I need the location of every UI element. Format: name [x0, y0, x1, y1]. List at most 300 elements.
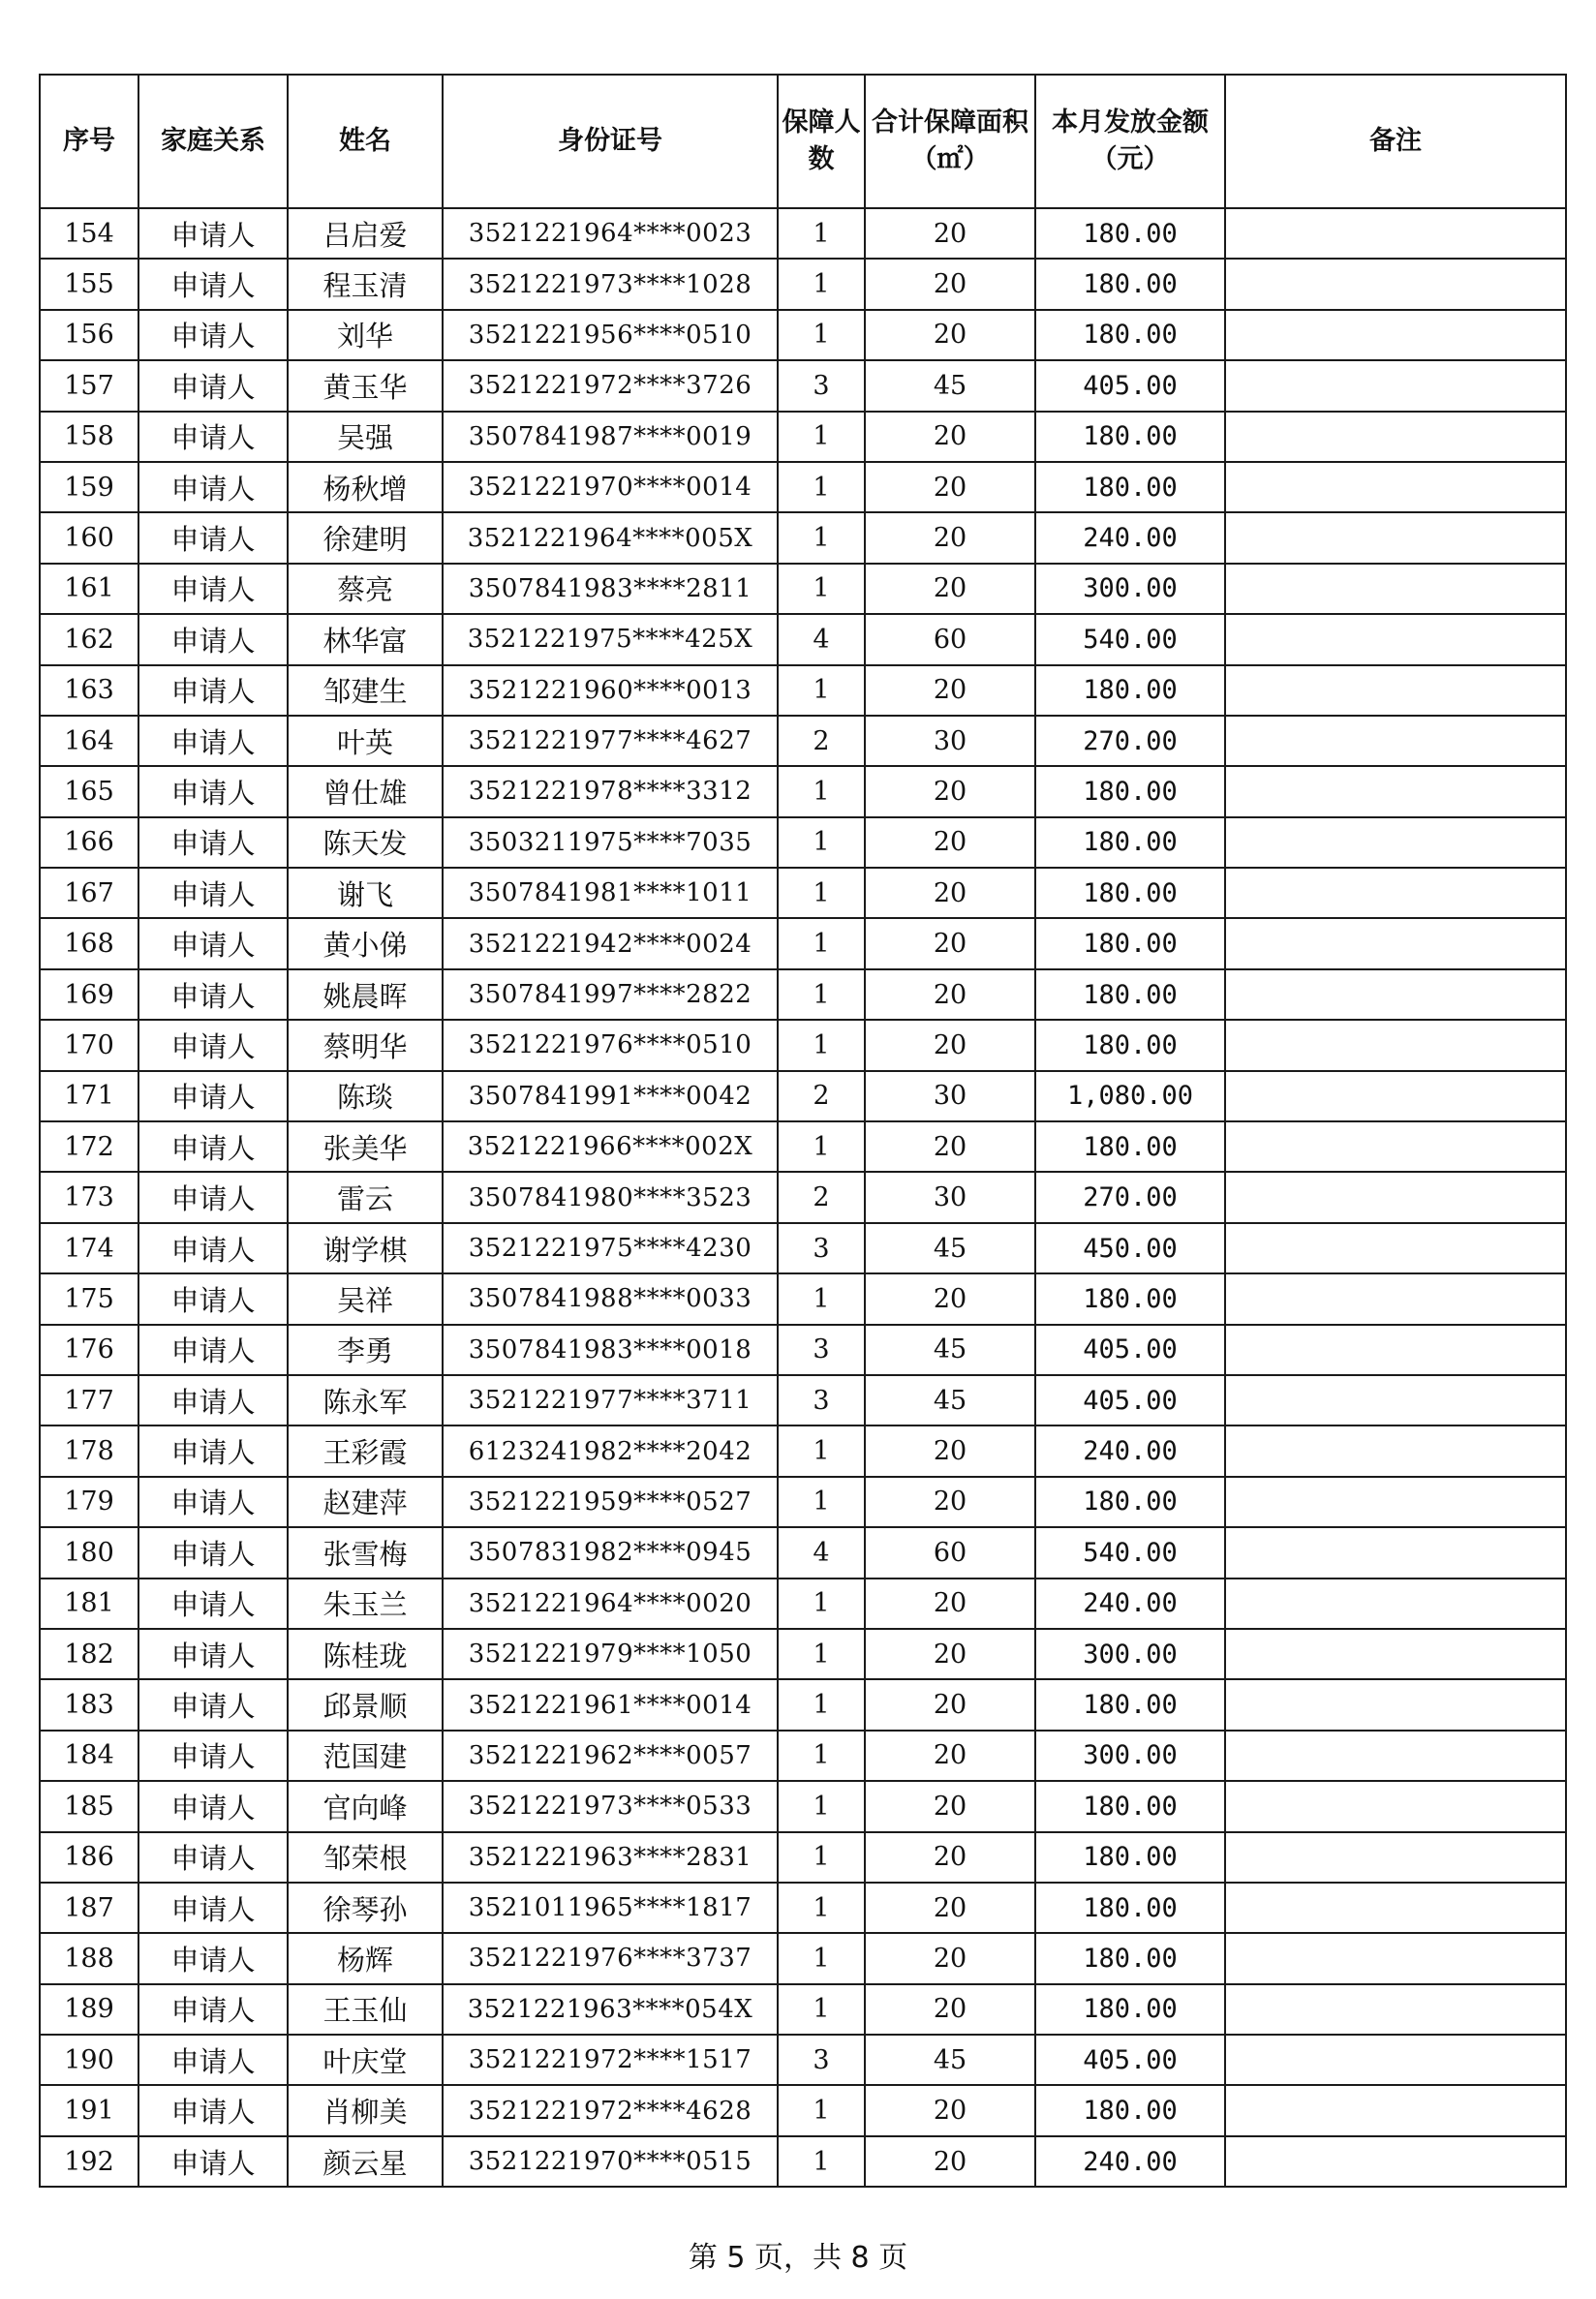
header-id-number: 身份证号 — [443, 75, 778, 208]
cell-name: 杨秋增 — [288, 462, 443, 512]
cell-amount: 180.00 — [1035, 918, 1225, 968]
table-row — [40, 1425, 1566, 1476]
cell-seq: 168 — [40, 918, 138, 968]
cell-remark — [1225, 1731, 1566, 1781]
table-row — [40, 1527, 1566, 1578]
cell-area: 20 — [865, 564, 1035, 614]
table-row — [40, 1629, 1566, 1679]
cell-persons: 1 — [778, 2136, 865, 2187]
cell-seq: 173 — [40, 1172, 138, 1222]
cell-amount: 300.00 — [1035, 564, 1225, 614]
cell-seq: 167 — [40, 868, 138, 918]
table-row — [40, 2035, 1566, 2085]
cell-remark — [1225, 1071, 1566, 1121]
cell-seq: 182 — [40, 1629, 138, 1679]
cell-remark — [1225, 2136, 1566, 2187]
cell-relation: 申请人 — [138, 259, 288, 309]
cell-amount: 240.00 — [1035, 2136, 1225, 2187]
cell-name: 张雪梅 — [288, 1527, 443, 1578]
cell-name: 林华富 — [288, 614, 443, 664]
subsidy-roster-table-container — [39, 74, 1565, 2188]
cell-id-number: 3507841983****0018 — [443, 1325, 778, 1375]
cell-seq: 156 — [40, 310, 138, 360]
cell-name: 范国建 — [288, 1731, 443, 1781]
cell-relation: 申请人 — [138, 614, 288, 664]
cell-remark — [1225, 969, 1566, 1020]
cell-persons: 1 — [778, 1121, 865, 1172]
cell-id-number: 3521221964****0023 — [443, 208, 778, 259]
cell-name: 朱玉兰 — [288, 1579, 443, 1629]
cell-remark — [1225, 1984, 1566, 2035]
cell-relation: 申请人 — [138, 1679, 288, 1730]
cell-amount: 180.00 — [1035, 1832, 1225, 1883]
cell-amount: 405.00 — [1035, 1375, 1225, 1425]
cell-name: 谢飞 — [288, 868, 443, 918]
cell-name: 肖柳美 — [288, 2085, 443, 2135]
cell-id-number: 3521221963****054X — [443, 1984, 778, 2035]
cell-remark — [1225, 1933, 1566, 1983]
table-row — [40, 1071, 1566, 1121]
cell-name: 叶庆堂 — [288, 2035, 443, 2085]
cell-persons: 1 — [778, 512, 865, 563]
cell-relation: 申请人 — [138, 1375, 288, 1425]
cell-seq: 172 — [40, 1121, 138, 1172]
cell-id-number: 3521221976****0510 — [443, 1020, 778, 1070]
cell-id-number: 3507841980****3523 — [443, 1172, 778, 1222]
cell-amount: 180.00 — [1035, 1477, 1225, 1527]
cell-relation: 申请人 — [138, 868, 288, 918]
cell-remark — [1225, 564, 1566, 614]
cell-area: 45 — [865, 1375, 1035, 1425]
cell-area: 20 — [865, 1883, 1035, 1933]
cell-id-number: 3521221976****3737 — [443, 1933, 778, 1983]
cell-remark — [1225, 1629, 1566, 1679]
cell-name: 陈琰 — [288, 1071, 443, 1121]
cell-seq: 164 — [40, 716, 138, 766]
cell-persons: 1 — [778, 2085, 865, 2135]
cell-area: 20 — [865, 1273, 1035, 1324]
cell-persons: 3 — [778, 360, 865, 411]
cell-id-number: 3507841981****1011 — [443, 868, 778, 918]
table-row — [40, 614, 1566, 664]
cell-seq: 183 — [40, 1679, 138, 1730]
cell-name: 陈桂珑 — [288, 1629, 443, 1679]
cell-persons: 1 — [778, 1679, 865, 1730]
cell-remark — [1225, 665, 1566, 716]
cell-area: 45 — [865, 360, 1035, 411]
cell-persons: 1 — [778, 1883, 865, 1933]
cell-id-number: 3521011965****1817 — [443, 1883, 778, 1933]
cell-persons: 3 — [778, 2035, 865, 2085]
cell-area: 20 — [865, 208, 1035, 259]
cell-seq: 165 — [40, 766, 138, 816]
cell-name: 官向峰 — [288, 1781, 443, 1831]
table-row — [40, 1375, 1566, 1425]
table-row — [40, 817, 1566, 868]
cell-relation: 申请人 — [138, 1223, 288, 1273]
cell-persons: 3 — [778, 1223, 865, 1273]
cell-remark — [1225, 1325, 1566, 1375]
cell-seq: 189 — [40, 1984, 138, 2035]
cell-seq: 192 — [40, 2136, 138, 2187]
cell-name: 蔡明华 — [288, 1020, 443, 1070]
cell-seq: 177 — [40, 1375, 138, 1425]
cell-name: 杨辉 — [288, 1933, 443, 1983]
cell-area: 20 — [865, 310, 1035, 360]
cell-name: 陈永军 — [288, 1375, 443, 1425]
cell-relation: 申请人 — [138, 1477, 288, 1527]
cell-persons: 1 — [778, 1984, 865, 2035]
header-seq: 序号 — [40, 75, 138, 208]
cell-amount: 180.00 — [1035, 766, 1225, 816]
cell-id-number: 3521221975****4230 — [443, 1223, 778, 1273]
cell-amount: 180.00 — [1035, 1933, 1225, 1983]
cell-amount: 180.00 — [1035, 208, 1225, 259]
cell-persons: 1 — [778, 918, 865, 968]
cell-persons: 1 — [778, 564, 865, 614]
cell-amount: 180.00 — [1035, 969, 1225, 1020]
cell-relation: 申请人 — [138, 1325, 288, 1375]
cell-name: 曾仕雄 — [288, 766, 443, 816]
cell-relation: 申请人 — [138, 1781, 288, 1831]
cell-area: 20 — [865, 512, 1035, 563]
cell-relation: 申请人 — [138, 1273, 288, 1324]
table-row — [40, 462, 1566, 512]
cell-id-number: 3507841991****0042 — [443, 1071, 778, 1121]
cell-amount: 270.00 — [1035, 716, 1225, 766]
cell-name: 程玉清 — [288, 259, 443, 309]
cell-remark — [1225, 817, 1566, 868]
cell-relation: 申请人 — [138, 1984, 288, 2035]
cell-id-number: 3507841988****0033 — [443, 1273, 778, 1324]
cell-seq: 162 — [40, 614, 138, 664]
cell-name: 赵建萍 — [288, 1477, 443, 1527]
cell-amount: 270.00 — [1035, 1172, 1225, 1222]
cell-seq: 157 — [40, 360, 138, 411]
cell-seq: 175 — [40, 1273, 138, 1324]
cell-remark — [1225, 614, 1566, 664]
cell-area: 20 — [865, 2085, 1035, 2135]
cell-remark — [1225, 1425, 1566, 1476]
cell-remark — [1225, 1781, 1566, 1831]
cell-area: 20 — [865, 918, 1035, 968]
cell-id-number: 3521221956****0510 — [443, 310, 778, 360]
cell-amount: 300.00 — [1035, 1629, 1225, 1679]
cell-amount: 240.00 — [1035, 1579, 1225, 1629]
cell-seq: 176 — [40, 1325, 138, 1375]
cell-name: 李勇 — [288, 1325, 443, 1375]
cell-remark — [1225, 1273, 1566, 1324]
cell-area: 20 — [865, 462, 1035, 512]
cell-amount: 540.00 — [1035, 1527, 1225, 1578]
cell-name: 陈天发 — [288, 817, 443, 868]
cell-relation: 申请人 — [138, 1071, 288, 1121]
cell-persons: 1 — [778, 1477, 865, 1527]
page-number-footer: 第 5 页，共 8 页 — [688, 2241, 908, 2275]
cell-id-number: 3521221942****0024 — [443, 918, 778, 968]
cell-name: 王玉仙 — [288, 1984, 443, 2035]
cell-relation: 申请人 — [138, 1731, 288, 1781]
table-row — [40, 969, 1566, 1020]
cell-amount: 180.00 — [1035, 412, 1225, 462]
cell-name: 黄玉华 — [288, 360, 443, 411]
cell-name: 王彩霞 — [288, 1425, 443, 1476]
cell-remark — [1225, 1679, 1566, 1730]
cell-name: 谢学棋 — [288, 1223, 443, 1273]
cell-name: 吴强 — [288, 412, 443, 462]
table-row — [40, 1273, 1566, 1324]
cell-persons: 1 — [778, 208, 865, 259]
cell-persons: 1 — [778, 1020, 865, 1070]
cell-id-number: 3521221972****1517 — [443, 2035, 778, 2085]
table-row — [40, 208, 1566, 259]
cell-seq: 160 — [40, 512, 138, 563]
cell-id-number: 3521221964****005X — [443, 512, 778, 563]
table-row — [40, 1832, 1566, 1883]
cell-remark — [1225, 360, 1566, 411]
table-row — [40, 1781, 1566, 1831]
cell-amount: 240.00 — [1035, 1425, 1225, 1476]
cell-area: 20 — [865, 1731, 1035, 1781]
table-row — [40, 1172, 1566, 1222]
cell-id-number: 3521221966****002X — [443, 1121, 778, 1172]
cell-area: 20 — [865, 817, 1035, 868]
cell-persons: 1 — [778, 665, 865, 716]
subsidy-roster-table — [39, 74, 1567, 2188]
cell-area: 60 — [865, 1527, 1035, 1578]
cell-area: 20 — [865, 1629, 1035, 1679]
cell-remark — [1225, 1121, 1566, 1172]
cell-amount: 180.00 — [1035, 1121, 1225, 1172]
cell-amount: 180.00 — [1035, 817, 1225, 868]
header-name: 姓名 — [288, 75, 443, 208]
cell-remark — [1225, 1579, 1566, 1629]
cell-area: 20 — [865, 1579, 1035, 1629]
cell-seq: 174 — [40, 1223, 138, 1273]
cell-persons: 1 — [778, 1781, 865, 1831]
cell-amount: 180.00 — [1035, 1984, 1225, 2035]
cell-seq: 185 — [40, 1781, 138, 1831]
cell-amount: 180.00 — [1035, 462, 1225, 512]
cell-persons: 1 — [778, 310, 865, 360]
table-row — [40, 564, 1566, 614]
cell-seq: 154 — [40, 208, 138, 259]
cell-name: 黄小俤 — [288, 918, 443, 968]
cell-seq: 188 — [40, 1933, 138, 1983]
cell-name: 徐琴孙 — [288, 1883, 443, 1933]
cell-relation: 申请人 — [138, 2085, 288, 2135]
cell-area: 20 — [865, 1020, 1035, 1070]
cell-persons: 2 — [778, 716, 865, 766]
cell-area: 45 — [865, 2035, 1035, 2085]
cell-relation: 申请人 — [138, 360, 288, 411]
cell-seq: 158 — [40, 412, 138, 462]
cell-relation: 申请人 — [138, 665, 288, 716]
cell-remark — [1225, 412, 1566, 462]
cell-id-number: 3507831982****0945 — [443, 1527, 778, 1578]
cell-amount: 180.00 — [1035, 1679, 1225, 1730]
cell-area: 20 — [865, 1984, 1035, 2035]
cell-remark — [1225, 310, 1566, 360]
cell-area: 20 — [865, 2136, 1035, 2187]
cell-persons: 3 — [778, 1325, 865, 1375]
table-row — [40, 766, 1566, 816]
cell-persons: 1 — [778, 462, 865, 512]
table-row — [40, 1731, 1566, 1781]
cell-name: 蔡亮 — [288, 564, 443, 614]
table-row — [40, 716, 1566, 766]
cell-persons: 1 — [778, 1425, 865, 1476]
cell-persons: 1 — [778, 1629, 865, 1679]
cell-name: 吴祥 — [288, 1273, 443, 1324]
cell-amount: 1,080.00 — [1035, 1071, 1225, 1121]
table-row — [40, 918, 1566, 968]
header-remark: 备注 — [1225, 75, 1566, 208]
cell-name: 邹建生 — [288, 665, 443, 716]
cell-seq: 166 — [40, 817, 138, 868]
table-row — [40, 2136, 1566, 2187]
cell-area: 20 — [865, 868, 1035, 918]
table-row — [40, 868, 1566, 918]
cell-persons: 2 — [778, 1172, 865, 1222]
cell-amount: 180.00 — [1035, 1273, 1225, 1324]
cell-name: 邹荣根 — [288, 1832, 443, 1883]
cell-amount: 450.00 — [1035, 1223, 1225, 1273]
cell-remark — [1225, 766, 1566, 816]
cell-area: 45 — [865, 1223, 1035, 1273]
cell-name: 邱景顺 — [288, 1679, 443, 1730]
header-persons: 保障人数 — [778, 75, 865, 208]
cell-amount: 180.00 — [1035, 310, 1225, 360]
cell-area: 30 — [865, 1172, 1035, 1222]
table-row — [40, 1984, 1566, 2035]
cell-id-number: 3521221973****0533 — [443, 1781, 778, 1831]
table-row — [40, 1477, 1566, 1527]
cell-remark — [1225, 1527, 1566, 1578]
cell-id-number: 3521221972****3726 — [443, 360, 778, 411]
cell-relation: 申请人 — [138, 1883, 288, 1933]
table-row — [40, 512, 1566, 563]
header-relation: 家庭关系 — [138, 75, 288, 208]
cell-amount: 180.00 — [1035, 868, 1225, 918]
table-row — [40, 2085, 1566, 2135]
cell-id-number: 3503211975****7035 — [443, 817, 778, 868]
cell-amount: 240.00 — [1035, 512, 1225, 563]
table-body — [40, 208, 1566, 2187]
cell-id-number: 3521221959****0527 — [443, 1477, 778, 1527]
cell-area: 20 — [865, 259, 1035, 309]
table-row — [40, 1020, 1566, 1070]
cell-persons: 1 — [778, 868, 865, 918]
cell-relation: 申请人 — [138, 2136, 288, 2187]
cell-area: 20 — [865, 1781, 1035, 1831]
cell-name: 雷云 — [288, 1172, 443, 1222]
cell-name: 徐建明 — [288, 512, 443, 563]
cell-persons: 1 — [778, 1579, 865, 1629]
cell-relation: 申请人 — [138, 310, 288, 360]
cell-remark — [1225, 462, 1566, 512]
cell-relation: 申请人 — [138, 969, 288, 1020]
cell-area: 20 — [865, 1679, 1035, 1730]
cell-name: 姚晨晖 — [288, 969, 443, 1020]
cell-relation: 申请人 — [138, 512, 288, 563]
cell-remark — [1225, 208, 1566, 259]
cell-amount: 180.00 — [1035, 665, 1225, 716]
cell-area: 20 — [865, 766, 1035, 816]
header-area: 合计保障面积（㎡） — [865, 75, 1035, 208]
cell-area: 20 — [865, 1121, 1035, 1172]
cell-name: 吕启爱 — [288, 208, 443, 259]
cell-name: 刘华 — [288, 310, 443, 360]
cell-name: 叶英 — [288, 716, 443, 766]
cell-seq: 163 — [40, 665, 138, 716]
cell-relation: 申请人 — [138, 1933, 288, 1983]
cell-seq: 179 — [40, 1477, 138, 1527]
cell-persons: 1 — [778, 1273, 865, 1324]
cell-area: 30 — [865, 1071, 1035, 1121]
cell-id-number: 3521221970****0515 — [443, 2136, 778, 2187]
cell-name: 张美华 — [288, 1121, 443, 1172]
cell-area: 20 — [865, 1832, 1035, 1883]
cell-remark — [1225, 1223, 1566, 1273]
cell-name: 颜云星 — [288, 2136, 443, 2187]
header-row — [40, 75, 1566, 208]
cell-area: 20 — [865, 1477, 1035, 1527]
cell-id-number: 6123241982****2042 — [443, 1425, 778, 1476]
cell-persons: 1 — [778, 412, 865, 462]
cell-relation: 申请人 — [138, 1172, 288, 1222]
table-row — [40, 1933, 1566, 1983]
cell-persons: 2 — [778, 1071, 865, 1121]
cell-relation: 申请人 — [138, 817, 288, 868]
cell-area: 30 — [865, 716, 1035, 766]
cell-remark — [1225, 1477, 1566, 1527]
cell-persons: 1 — [778, 1731, 865, 1781]
cell-persons: 1 — [778, 1933, 865, 1983]
cell-id-number: 3521221973****1028 — [443, 259, 778, 309]
cell-remark — [1225, 259, 1566, 309]
cell-seq: 190 — [40, 2035, 138, 2085]
cell-seq: 161 — [40, 564, 138, 614]
cell-remark — [1225, 2085, 1566, 2135]
cell-id-number: 3521221977****4627 — [443, 716, 778, 766]
cell-relation: 申请人 — [138, 918, 288, 968]
cell-remark — [1225, 1172, 1566, 1222]
cell-amount: 180.00 — [1035, 2085, 1225, 2135]
cell-area: 20 — [865, 1933, 1035, 1983]
cell-relation: 申请人 — [138, 208, 288, 259]
cell-remark — [1225, 716, 1566, 766]
cell-id-number: 3521221964****0020 — [443, 1579, 778, 1629]
table-row — [40, 1325, 1566, 1375]
cell-area: 20 — [865, 665, 1035, 716]
cell-area: 60 — [865, 614, 1035, 664]
cell-persons: 1 — [778, 766, 865, 816]
cell-seq: 170 — [40, 1020, 138, 1070]
header-amount: 本月发放金额（元） — [1035, 75, 1225, 208]
cell-relation: 申请人 — [138, 2035, 288, 2085]
cell-seq: 187 — [40, 1883, 138, 1933]
cell-id-number: 3521221960****0013 — [443, 665, 778, 716]
cell-relation: 申请人 — [138, 766, 288, 816]
cell-persons: 1 — [778, 969, 865, 1020]
cell-remark — [1225, 868, 1566, 918]
cell-id-number: 3507841997****2822 — [443, 969, 778, 1020]
cell-persons: 4 — [778, 1527, 865, 1578]
cell-area: 20 — [865, 969, 1035, 1020]
table-row — [40, 1121, 1566, 1172]
table-row — [40, 1679, 1566, 1730]
